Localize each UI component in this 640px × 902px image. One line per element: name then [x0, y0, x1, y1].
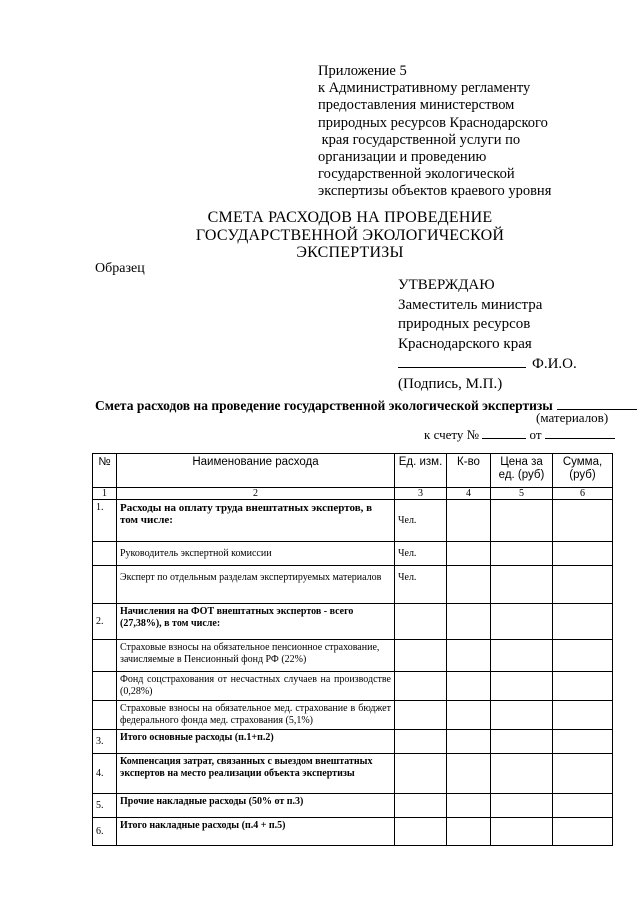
approver-name: Ф.И.О.: [532, 356, 577, 373]
sample-label: Образец: [95, 261, 145, 276]
row-qty: [447, 672, 491, 701]
row-name: Итого основные расходы (п.1+п.2): [117, 730, 395, 754]
title-line: ЭКСПЕРТИЗЫ: [296, 244, 404, 261]
table-row: [93, 730, 613, 754]
row-unit: [395, 672, 447, 701]
document-title: [130, 209, 570, 262]
row-sum: [553, 604, 613, 640]
row-qty: [447, 754, 491, 794]
account-date-blank: [545, 427, 615, 439]
row-name: Страховые взносы на обязательное мед. страхование в бюджет федерального фонда мед. страхования (5,1%): [117, 701, 395, 730]
col-number: 3: [395, 488, 447, 500]
estimate-blank: [557, 397, 637, 410]
account-from: от: [529, 427, 542, 442]
header-qty: К-во: [447, 454, 491, 488]
row-price: [491, 672, 553, 701]
header-sum: Сумма, (руб): [553, 454, 613, 488]
signature-caption: (Подпись, М.П.): [398, 375, 503, 392]
account-number-blank: [482, 427, 526, 439]
appendix-block: [318, 63, 618, 201]
row-name: Начисления на ФОТ внештатных экспертов - всего (27,38%), в том числе:: [117, 604, 395, 640]
row-unit: Чел.: [395, 542, 447, 566]
approver-position: природных ресурсов: [398, 316, 531, 333]
row-price: [491, 701, 553, 730]
estimate-heading-text: Смета расходов на проведение государственной экологической экспертизы: [95, 398, 553, 413]
row-number: 3.: [93, 730, 117, 754]
row-qty: [447, 500, 491, 542]
row-name: Фонд соцстрахования от несчастных случаев на производстве (0,28%): [117, 672, 395, 701]
row-name: Итого накладные расходы (п.4 + п.5): [117, 818, 395, 846]
table-row: [93, 640, 613, 672]
row-price: [491, 566, 553, 604]
row-price: [491, 542, 553, 566]
signature-name-line: [398, 354, 628, 375]
row-unit: [395, 701, 447, 730]
row-price: [491, 604, 553, 640]
row-price: [491, 730, 553, 754]
row-name: Прочие накладные расходы (50% от п.3): [117, 794, 395, 818]
row-qty: [447, 566, 491, 604]
approver-position: Краснодарского края: [398, 335, 532, 352]
appendix-line: края государственной услуги по: [318, 131, 521, 148]
row-sum: [553, 566, 613, 604]
row-qty: [447, 818, 491, 846]
appendix-line: к Административному регламенту: [318, 80, 531, 97]
table-row: [93, 701, 613, 730]
table-row: [93, 500, 613, 542]
table-row: [93, 754, 613, 794]
row-name: Эксперт по отдельным разделам экспертируемых материалов: [117, 566, 395, 604]
approval-block: [398, 276, 628, 395]
header-no: №: [93, 454, 117, 488]
table-row: [93, 818, 613, 846]
row-number: [93, 701, 117, 730]
signature-underline: [398, 354, 526, 368]
row-number: 2.: [93, 604, 117, 640]
row-sum: [553, 500, 613, 542]
row-number: [93, 672, 117, 701]
table-row: [93, 542, 613, 566]
row-price: [491, 818, 553, 846]
title-line: ГОСУДАРСТВЕННОЙ ЭКОЛОГИЧЕСКОЙ: [195, 226, 505, 244]
row-qty: [447, 794, 491, 818]
row-unit: Чел.: [395, 566, 447, 604]
column-numbers-row: [93, 488, 613, 500]
row-price: [491, 500, 553, 542]
col-number: 1: [93, 488, 117, 500]
row-sum: [553, 701, 613, 730]
row-name: Компенсация затрат, связанных с выездом внештатных экспертов на место реализации объекта экспертизы: [117, 754, 395, 794]
row-sum: [553, 640, 613, 672]
row-sum: [553, 818, 613, 846]
row-qty: [447, 542, 491, 566]
account-prefix: к счету №: [424, 427, 480, 442]
row-unit: [395, 604, 447, 640]
row-number: [93, 566, 117, 604]
approver-position: Заместитель министра: [398, 296, 543, 313]
col-number: 2: [117, 488, 395, 500]
appendix-line: организации и проведению: [318, 149, 487, 166]
row-number: 1.: [93, 500, 117, 542]
row-number: 6.: [93, 818, 117, 846]
row-unit: [395, 730, 447, 754]
row-name: Страховые взносы на обязательное пенсионное страхование, зачисляемые в Пенсионный фонд РФ (22%): [117, 640, 395, 672]
row-qty: [447, 640, 491, 672]
table-row: [93, 566, 613, 604]
row-price: [491, 754, 553, 794]
row-number: [93, 542, 117, 566]
row-unit: [395, 754, 447, 794]
appendix-line: предоставления министерством: [318, 97, 515, 114]
appendix-line: экспертизы объектов краевого уровня: [318, 183, 552, 200]
col-number: 5: [491, 488, 553, 500]
row-qty: [447, 730, 491, 754]
row-unit: [395, 794, 447, 818]
row-name: Руководитель экспертной комиссии: [117, 542, 395, 566]
appendix-line: государственной экологической: [318, 166, 515, 183]
row-unit: [395, 818, 447, 846]
header-unit: Ед. изм.: [395, 454, 447, 488]
row-sum: [553, 672, 613, 701]
row-price: [491, 640, 553, 672]
row-sum: [553, 730, 613, 754]
row-sum: [553, 794, 613, 818]
col-number: 6: [553, 488, 613, 500]
row-qty: [447, 701, 491, 730]
row-sum: [553, 542, 613, 566]
appendix-line: природных ресурсов Краснодарского: [318, 114, 548, 131]
table-row: [93, 794, 613, 818]
row-sum: [553, 754, 613, 794]
col-number: 4: [447, 488, 491, 500]
row-name: Расходы на оплату труда внештатных экспертов, в том числе:: [117, 500, 395, 542]
row-number: [93, 640, 117, 672]
row-unit: Чел.: [395, 500, 447, 542]
row-price: [491, 794, 553, 818]
table-row: [93, 672, 613, 701]
table-header-row: [93, 454, 613, 488]
header-price: Цена за ед. (руб): [491, 454, 553, 488]
title-line: СМЕТА РАСХОДОВ НА ПРОВЕДЕНИЕ: [207, 209, 493, 226]
row-number: 4.: [93, 754, 117, 794]
row-qty: [447, 604, 491, 640]
materials-label: (материалов): [536, 410, 609, 425]
estimate-table: [92, 453, 613, 846]
header-name: Наименование расхода: [117, 454, 395, 488]
appendix-line: Приложение 5: [318, 63, 407, 79]
account-line: [424, 427, 615, 443]
row-number: 5.: [93, 794, 117, 818]
row-unit: [395, 640, 447, 672]
table-row: [93, 604, 613, 640]
approve-word: УТВЕРЖДАЮ: [398, 277, 495, 293]
